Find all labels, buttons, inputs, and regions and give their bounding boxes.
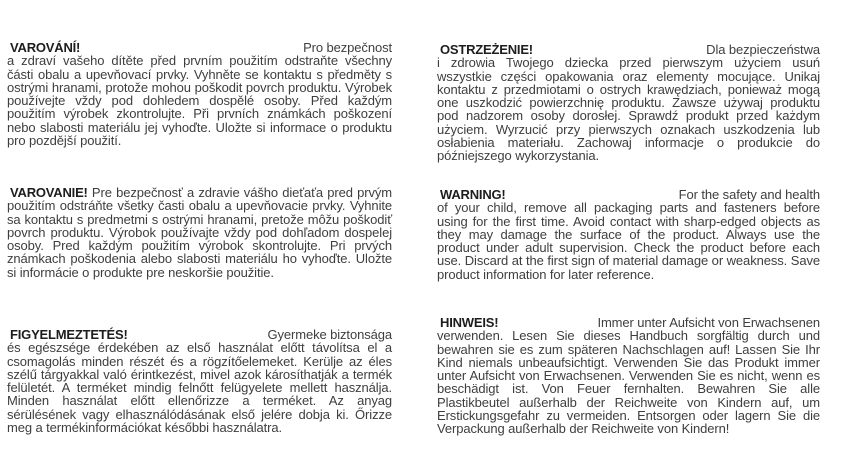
- warning-section-polish: [437, 43, 820, 163]
- english-body-text: of your child, remove all packaging parts and fasteners before using for the first time. Avoid contact with sharp-edged objects as they may damage the surface of the product. Always use the product under adult supervision. Check the product before each use. Discard at the first sign of material damage or weakness. Save product information for later reference.: [437, 200, 820, 282]
- english-lead-text: For the safety and health: [678, 187, 820, 202]
- polish-lead-text: Dla bezpieczeństwa: [706, 42, 820, 57]
- czech-heading: VAROVÁNÍ!: [10, 40, 81, 55]
- german-first-line: [437, 316, 820, 329]
- german-lead-text: Immer unter Aufsicht von Erwachsenen: [597, 315, 820, 330]
- warning-section-slovak: [7, 186, 392, 279]
- polish-body-text: i zdrowia Twojego dziecka przed pierwszym użyciem usuń wszystkie części opakowania oraz elementy mocujące. Unikaj kontaktu z przedmiotami o ostrych krawędziach, ponieważ mogą one uszkodzić powierzchnię produktu. Zawsze używaj produktu pod nadzorem osoby dorosłej. Sprawdź produkt przed każdym użyciem. Wyrzucić przy pierwszych oznakach uszkodzenia lub osłabienia materiału. Zachowaj informacje o produkcie do późniejszego wykorzystania.: [437, 55, 820, 164]
- slovak-heading: VAROVANIE!: [10, 185, 88, 200]
- czech-body-text: a zdraví vašeho dítěte před prvním použitím odstraňte všechny části obalu a upevňovací prvky. Vyhněte se kontaktu s předměty s ostrými hranami, protože mohou poškodit povrch produktu. Výrobek používejte vždy pod dohledem dospělé osoby. Před každým použitím výrobek zkontrolujte. Při prvních známkách poškození nebo slabosti materiálu jej vyhoďte. Uložte si informace o produktu pro pozdější použití.: [7, 53, 392, 149]
- warning-section-german: [437, 316, 820, 436]
- english-first-line: [437, 188, 820, 201]
- english-heading: WARNING!: [440, 187, 506, 202]
- german-heading: HINWEIS!: [440, 315, 499, 330]
- hungarian-lead-text: Gyermeke biztonsága: [267, 327, 392, 342]
- warning-section-czech: [7, 41, 392, 147]
- hungarian-first-line: [7, 328, 392, 341]
- polish-first-line: [437, 43, 820, 56]
- hungarian-body-text: és egészsége érdekében az első használat előtt távolítsa el a csomagolás minden részét és a rögzítőelemeket. Kerülje az éles szélű tárgyakkal való érintkezést, mivel azok károsíthatják a termék felületét. A terméket mindig felnőtt felügyelete mellett használja. Minden használat előtt ellenőrizze a terméket. Az anyag sérülésének vagy elhasználódásának első jelére dobja ki. Őrizze meg a termékinformációkat későbbi használatra.: [7, 340, 392, 436]
- czech-first-line: [7, 41, 392, 54]
- slovak-body-text: Pre bezpečnosť a zdravie vášho dieťaťa pred prvým použitím odstráňte všetky časti obalu a upevňovacie prvky. Vyhnite sa kontaktu s predmetmi s ostrými hranami, pretože môžu poškodiť povrch produktu. Výrobok používajte vždy pod dohľadom dospelej osoby. Pred každým použitím výrobok skontrolujte. Pri prvých známkach poškodenia alebo slabosti materiálu ho vyhoďte. Uložte si informácie o produkte pre neskoršie použitie.: [7, 185, 392, 280]
- polish-heading: OSTRZEŻENIE!: [440, 42, 533, 57]
- czech-lead-text: Pro bezpečnost: [303, 40, 392, 55]
- hungarian-heading: FIGYELMEZTETÉS!: [10, 327, 128, 342]
- slovak-paragraph: [7, 186, 392, 279]
- warning-section-english: [437, 188, 820, 281]
- german-body-text: verwenden. Lesen Sie dieses Handbuch sorgfältig durch und bewahren sie es zum späteren Nachschlagen auf! Lassen Sie Ihr Kind niemals unbeaufsichtigt. Verwenden Sie das Produkt immer unter Aufsicht von Erwachsenen. Verwenden Sie es nicht, wenn es beschädigt ist. Von Feuer fernhalten. Bewahren Sie alle Plastikbeutel außerhalb der Reichweite von Kindern auf, um Erstickungsgefahr zu vermeiden. Entsorgen oder lagern Sie die Verpackung außerhalb der Reichweite von Kindern!: [437, 328, 820, 437]
- warning-section-hungarian: [7, 328, 392, 434]
